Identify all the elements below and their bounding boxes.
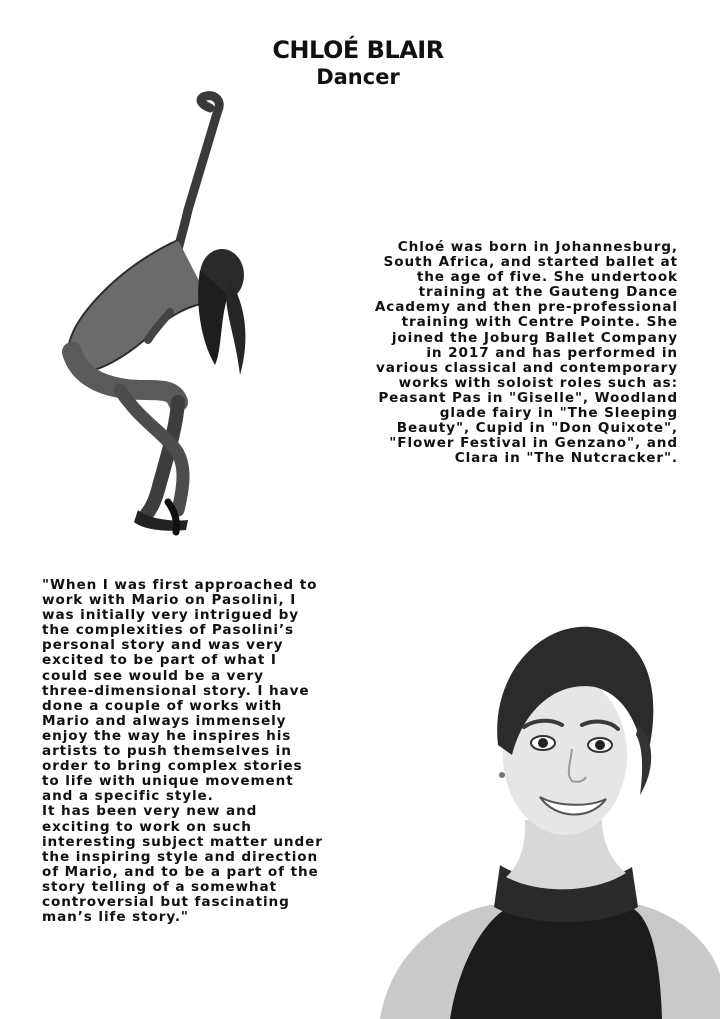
bio-line: joined the Joburg Ballet Company: [391, 329, 678, 346]
quote-line: story telling of a somewhat: [42, 878, 277, 895]
quote-line: three-dimensional story. I have: [42, 682, 310, 699]
quote-line: exciting to work on such: [42, 818, 252, 835]
quote-line: artists to push themselves in: [42, 743, 292, 760]
bio-line: Academy and then pre-professional: [374, 299, 678, 316]
quote-line: to life with unique movement: [42, 773, 294, 790]
quote-paragraph-1: [42, 578, 372, 804]
bio-text: [322, 240, 678, 466]
quote-text: [42, 578, 372, 925]
portrait-photo: [340, 615, 720, 1019]
bio-line: various classical and contemporary: [376, 359, 678, 376]
quote-line: the inspiring style and direction: [42, 848, 319, 865]
quote-paragraph-2: [42, 804, 372, 925]
bio-line: glade fairy in "The Sleeping: [439, 405, 678, 422]
quote-line: It has been very new and: [42, 803, 258, 820]
bio-line: Beauty", Cupid in "Don Quixote",: [396, 420, 678, 437]
quote-line: and a specific style.: [42, 788, 214, 805]
quote-line: could see would be a very: [42, 667, 264, 684]
bio-line: training at the Gauteng Dance: [418, 284, 678, 301]
quote-line: interesting subject matter under: [42, 833, 323, 850]
bio-line: "Flower Festival in Genzano", and: [389, 435, 678, 452]
bio-line: Clara in "The Nutcracker".: [454, 450, 678, 467]
dancer-name: CHLOÉ BLAIR: [272, 36, 444, 64]
quote-line: personal story and was very: [42, 637, 284, 654]
bio-line: in 2017 and has performed in: [426, 344, 678, 361]
quote-line: excited to be part of what I: [42, 652, 277, 669]
dancer-role: Dancer: [316, 65, 400, 89]
quote-line: of Mario, and to be a part of the: [42, 863, 319, 880]
quote-line: Mario and always immensely: [42, 712, 287, 729]
bio-line: Chloé was born in Johannesburg,: [397, 239, 678, 255]
title-block: [0, 36, 720, 90]
quote-line: "When I was first approached to: [42, 577, 318, 593]
quote-line: was initially very intrigued by: [42, 607, 299, 624]
quote-line: the complexities of Pasolini’s: [42, 622, 295, 639]
bio-line: the age of five. She undertook: [416, 269, 678, 286]
bio-line: South Africa, and started ballet at: [383, 254, 678, 271]
quote-line: work with Mario on Pasolini, I: [42, 592, 297, 609]
quote-line: order to bring complex stories: [42, 758, 303, 775]
bio-line: training with Centre Pointe. She: [401, 314, 678, 331]
quote-line: enjoy the way he inspires his: [42, 727, 292, 744]
dancer-photo: [50, 90, 260, 540]
quote-line: man’s life story.": [42, 909, 189, 926]
bio-line: Peasant Pas in "Giselle", Woodland: [378, 389, 678, 406]
quote-line: controversial but fascinating: [42, 893, 290, 910]
bio-line: works with soloist roles such as:: [398, 374, 678, 391]
quote-line: done a couple of works with: [42, 697, 283, 714]
